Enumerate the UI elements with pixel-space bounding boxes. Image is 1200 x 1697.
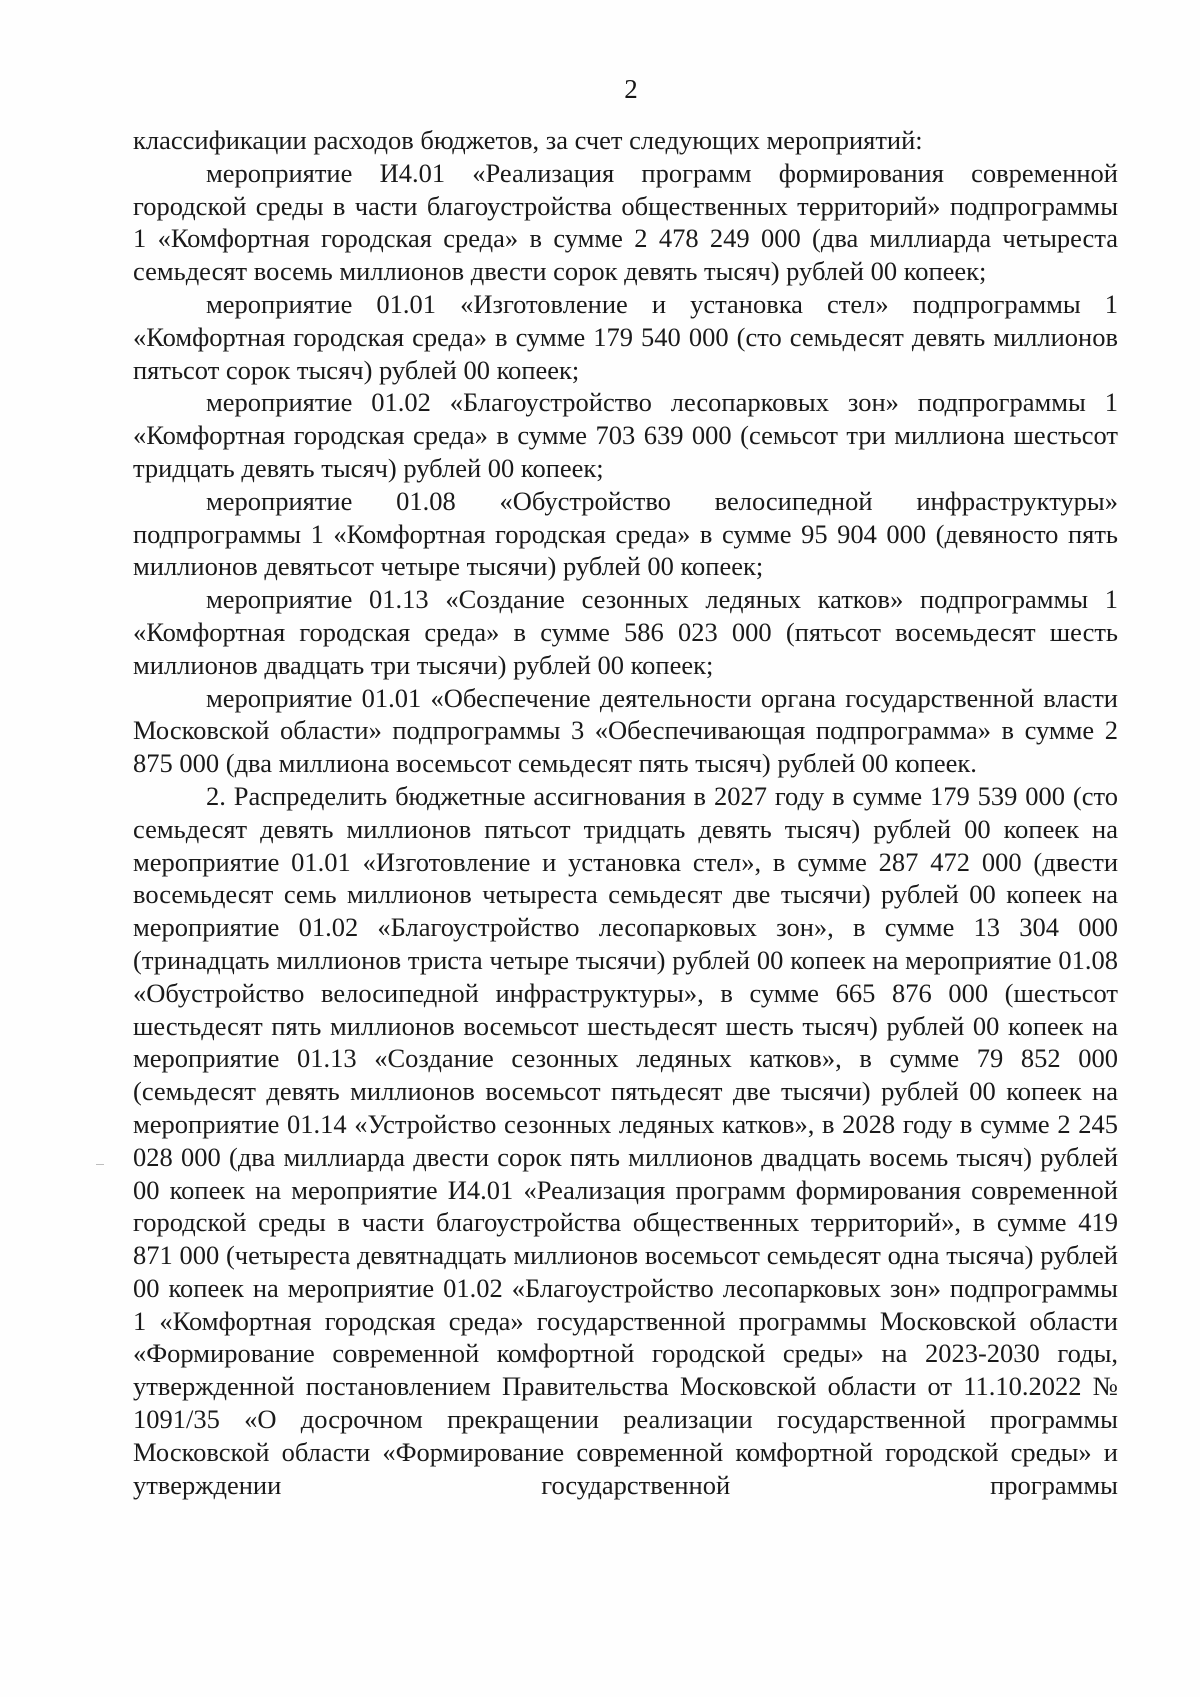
paragraph-item-2-allocation: 2. Распределить бюджетные ассигнования в 2027 году в сумме 179 539 000 (сто семьдесят девять миллионов пятьсот тридцать девять тысяч) рублей 00 копеек на мероприятие 01.01 «Изготовление и установка стел», в сумме 287 472 000 (двести восемьдесят семь миллионов четыреста семьдесят две тысячи) рублей 00 копеек на мероприятие 01.02 «Благоустройство лесопарковых зон», в сумме 13 304 000 (тринадцать миллионов триста четыре тысячи) рублей 00 копеек на мероприятие 01.08 «Обустройство велосипедной инфраструктуры», в сумме 665 876 000 (шестьсот шестьдесят пять миллионов восемьсот шестьдесят шесть тысяч) рублей 00 копеек на мероприятие 01.13 «Создание сезонных ледяных катков», в сумме 79 852 000 (семьдесят девять миллионов восемьсот пятьдесят две тысячи) рублей 00 копеек на мероприятие 01.14 «Устройство сезонных ледяных катков», в 2028 году в сумме 2 245 028 000 (два миллиарда двести сорок пять миллионов двадцать восемь тысяч) рублей 00 копеек на мероприятие И4.01 «Реализация программ формирования современной городской среды в части благоустройства общественных территорий», в сумме 419 871 000 (четыреста девятнадцать миллионов восемьсот семьдесят одна тысяча) рублей 00 копеек на мероприятие 01.02 «Благоустройство лесопарковых зон» подпрограммы 1 «Комфортная городская среда» государственной программы Московской области «Формирование современной комфортной городской среды» на 2023-2030 годы, утвержденной постановлением Правительства Московской области от 11.10.2022 № 1091/35 «О досрочном прекращении реализации государственной программы Московской области «Формирование современной комфортной городской среды» и утверждении государственной программы (133, 780, 1118, 1500)
scan-margin-mark (96, 1164, 104, 1165)
page-number: 2 (624, 74, 638, 104)
paragraph-measure-01-13-ice-rinks: мероприятие 01.13 «Создание сезонных ледяных катков» подпрограммы 1 «Комфортная городская среда» в сумме 586 023 000 (пятьсот восемьдесят шесть миллионов двадцать три тысячи) рублей 00 копеек; (133, 584, 1118, 680)
paragraph-measure-01-01-stelae: мероприятие 01.01 «Изготовление и установка стел» подпрограммы 1 «Комфортная городская среда» в сумме 179 540 000 (сто семьдесят девять миллионов пятьсот сорок тысяч) рублей 00 копеек; (133, 288, 1118, 385)
paragraph-measure-01-01-government-body: мероприятие 01.01 «Обеспечение деятельности органа государственной власти Московской области» подпрограммы 3 «Обеспечивающая подпрограмма» в сумме 2 875 000 (два миллиона восемьсот семьдесят пять тысяч) рублей 00 копеек. (133, 682, 1118, 779)
paragraph-continuation: классификации расходов бюджетов, за счет следующих мероприятий: (133, 125, 923, 155)
paragraph-measure-01-08-bicycle: мероприятие 01.08 «Обустройство велосипедной инфраструктуры» подпрограммы 1 «Комфортная городская среда» в сумме 95 904 000 (девяносто пять миллионов девятьсот четыре тысячи) рублей 00 копеек; (133, 485, 1118, 582)
paragraph-measure-01-02-forest-parks: мероприятие 01.02 «Благоустройство лесопарковых зон» подпрограммы 1 «Комфортная городская среда» в сумме 703 639 000 (семьсот три миллиона шестьсот тридцать девять тысяч) рублей 00 копеек; (133, 387, 1118, 483)
paragraph-measure-i4-01: мероприятие И4.01 «Реализация программ формирования современной городской среды в части благоустройства общественных территорий» подпрограммы 1 «Комфортная городская среда» в сумме 2 478 249 000 (два миллиарда четыреста семьдесят восемь миллионов двести сорок девять тысяч) рублей 00 копеек; (133, 157, 1118, 287)
document-body (133, 124, 1118, 1501)
